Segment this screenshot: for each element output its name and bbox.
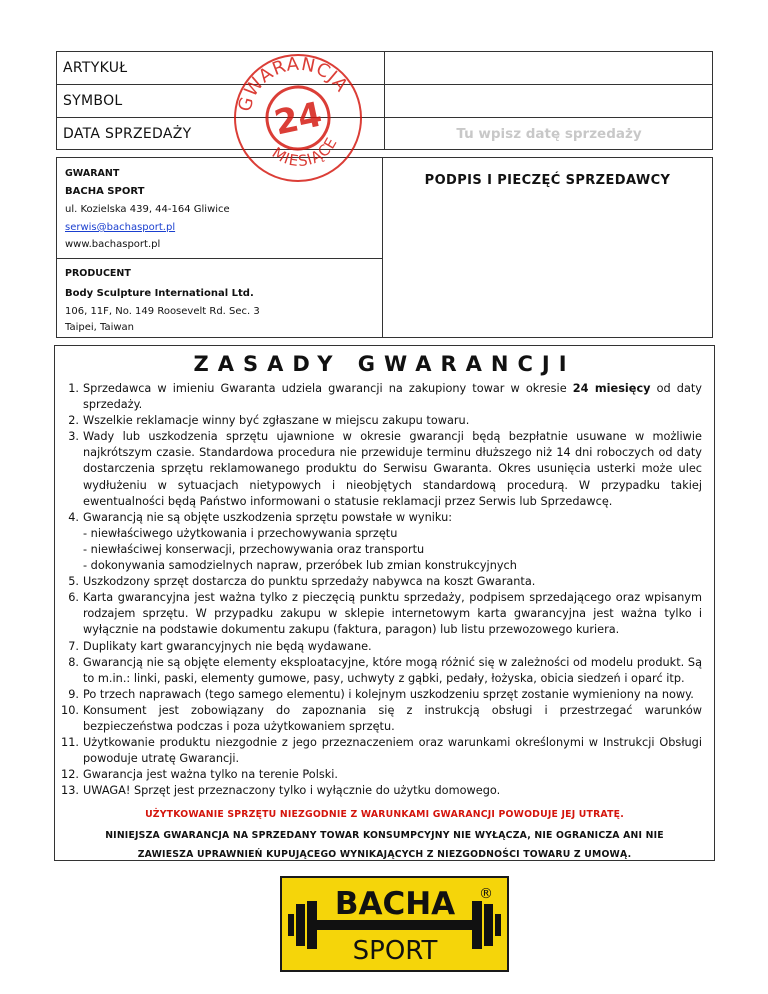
sale-date-field[interactable]: Tu wpisz datę sprzedaży	[456, 126, 642, 142]
stamp-graphic	[233, 53, 363, 183]
rule-item: 3. Wady lub uszkodzenia sprzętu ujawnione w okresie gwarancji będą bezpłatnie usuwane w możliwie najkrótszym czasie. Standardowa procedura nie przewiduje terminu dłuższego niż 14 dni roboczych od daty dostarczenia sprzętu reklamowanego produktu do Serwisu Gwaranta. Okres usunięcia usterki może ulec wydłużeniu w sytuacjach nietypowych i nieobjętych standardową procedurą. W przypadku takiej ewentualności będą Państwo informowani o statusie reklamacji przez Serwis lub Sprzedawcę.	[68, 430, 702, 508]
rule-item: 13. UWAGA! Sprzęt jest przeznaczony tylko i wyłącznie do użytku domowego.	[61, 784, 501, 798]
warranty-loss-warning: UŻYTKOWANIE SPRZĘTU NIEZGODNIE Z WARUNKAMI GWARANCJI POWODUJE JEJ UTRATĘ.	[145, 809, 624, 820]
row-symbol	[57, 85, 712, 118]
rules-list	[55, 381, 714, 799]
rule-item: 8. Gwarancją nie są objęte elementy eksploatacyjne, które mogą różnić się w zależności od modelu produkt. Są to m.in.: linki, paski, elementy gumowe, pasy, uchwyty z gąbki, pedały, łożyska, obicia siedzeń i oparć itp.	[68, 655, 702, 685]
rule-sub-item: - niewłaściwego użytkowania i przechowywania sprzętu	[83, 526, 398, 540]
bacha-sport-logo	[280, 876, 509, 972]
row-sale-date	[57, 118, 712, 151]
logo-brand-top: BACHA	[334, 886, 456, 922]
section-divider	[57, 258, 382, 259]
rule-sub-item: - niewłaściwej konserwacji, przechowywania oraz transportu	[83, 542, 425, 556]
rule-item: 11. Użytkowanie produktu niezgodnie z jego przeznaczeniem oraz warunkami określonymi w Instrukcji Obsługi powoduje utratę Gwarancji.	[61, 736, 702, 766]
stamp-bottom-text: MIESIĄCE	[268, 133, 341, 171]
stamp-number: 24	[270, 94, 326, 144]
rule-sub-item: - dokonywania samodzielnych napraw, przeróbek lub zmian konstrukcyjnych	[83, 559, 517, 573]
producer-heading: PRODUCENT	[65, 268, 131, 279]
stamp-top-text: GWARANCJA	[234, 53, 353, 114]
guarantor-address: ul. Kozielska 439, 44-164 Gliwice	[65, 204, 230, 215]
guarantor-producer-box	[56, 157, 383, 338]
guarantor-website: www.bachasport.pl	[65, 239, 161, 250]
producer-address-line1: 106, 11F, No. 149 Roosevelt Rd. Sec. 3	[65, 306, 260, 317]
seller-signature-box	[383, 157, 713, 338]
rule-item: 1. Sprzedawca w imieniu Gwaranta udziela gwarancji na zakupiony towar w okresie 24 miesięcy od daty sprzedaży.	[68, 382, 702, 412]
product-info-table	[56, 51, 713, 150]
rule-item: 2. Wszelkie reklamacje winny być zgłaszane w miejscu zakupu towaru.	[68, 414, 470, 428]
symbol-label: SYMBOL	[63, 93, 123, 109]
rule-item: 7. Duplikaty kart gwarancyjnych nie będą wydawane.	[68, 639, 372, 653]
logo-brand-bottom: SPORT	[352, 936, 438, 966]
registered-mark: ®	[479, 886, 493, 902]
consumer-rights-note-line2: ZAWIESZA UPRAWNIEŃ KUPUJĄCEGO WYNIKAJĄCYCH Z NIEZGODNOŚCI TOWARU Z UMOWĄ.	[137, 849, 632, 860]
warranty-rules-box	[54, 345, 715, 861]
signature-title: PODPIS I PIECZĘĆ SPRZEDAWCY	[424, 173, 671, 188]
producer-name: Body Sculpture International Ltd.	[65, 288, 254, 299]
sale-date-label: DATA SPRZEDAŻY	[63, 126, 192, 142]
rule-item: 4. Gwarancją nie są objęte uszkodzenia sprzętu powstałe w wyniku: - niewłaściwego użytkowania i przechowywania sprzętu - niewłaściwej konserwacji, przechowywania oraz transportu - dokonywania samodzielnych napraw, przeróbek lub zmian konstrukcyjnych	[55, 510, 714, 574]
rule-item: 5. Uszkodzony sprzęt dostarcza do punktu sprzedaży nabywca na koszt Gwaranta.	[68, 575, 536, 589]
producer-address-line2: Taipei, Taiwan	[65, 322, 134, 333]
warranty-stamp	[233, 53, 363, 183]
guarantor-email-link[interactable]: serwis@bachasport.pl	[65, 222, 176, 233]
guarantor-heading: GWARANT	[65, 168, 120, 179]
rule-item: 10. Konsument jest zobowiązany do zapoznania się z instrukcją obsługi i przestrzegać warunków bezpieczeństwa podczas i poza użytkowaniem sprzętu.	[61, 703, 702, 733]
guarantor-name: BACHA SPORT	[65, 186, 145, 197]
rule-item: 12. Gwarancja jest ważna tylko na terenie Polski.	[61, 768, 339, 782]
rules-title: ZASADY GWARANCJI	[193, 352, 576, 376]
row-article	[57, 52, 712, 85]
logo-graphic	[280, 876, 509, 972]
article-label: ARTYKUŁ	[63, 60, 128, 76]
rule-item: 9. Po trzech naprawach (tego samego elementu) i kolejnym uszkodzeniu sprzęt zostanie wymieniony na nowy.	[68, 687, 694, 701]
rule-item: 6. Karta gwarancyjna jest ważna tylko z pieczęcią punktu sprzedaży, podpisem sprzedającego oraz wpisanym rodzajem sprzętu. W przypadku zakupu w sklepie internetowym karta gwarancyjna jest ważna tylko i wyłącznie na podstawie dokumentu zakupu (faktura, paragon) lub listu przewozowego kuriera.	[68, 591, 702, 637]
consumer-rights-note-line1: NINIEJSZA GWARANCJA NA SPRZEDANY TOWAR KONSUMPCYJNY NIE WYŁĄCZA, NIE OGRANICZA ANI NIE	[105, 830, 664, 841]
